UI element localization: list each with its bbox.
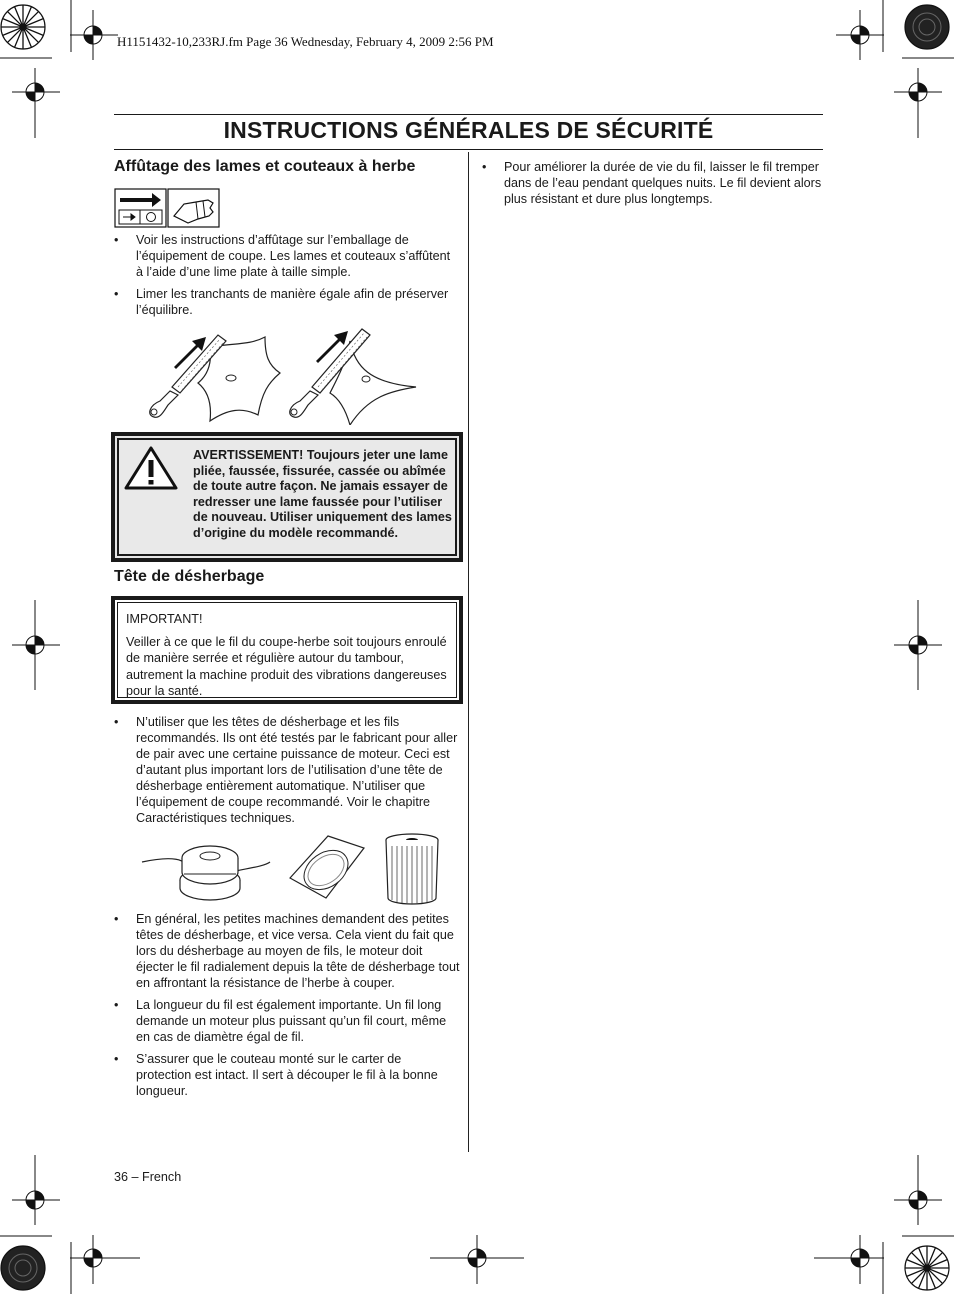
list-item: • Voir les instructions d’affûtage sur l’emballage de l’équipement de coupe. Les lames et couteaux s’affûtent à l’aide d’une lime plate à taille simple. xyxy=(114,232,460,280)
title-bottom-rule xyxy=(114,149,823,150)
right-column-bullets xyxy=(482,159,822,213)
important-box-inner xyxy=(117,602,457,698)
sharpening-bullets xyxy=(114,232,460,324)
trimmer-bullets-a xyxy=(114,714,460,832)
page-footer: 36 – French xyxy=(114,1170,182,1184)
important-box xyxy=(111,596,463,704)
section-heading-sharpening: Affûtage des lames et couteaux à herbe xyxy=(114,158,416,175)
trimmer-bullets-b xyxy=(114,911,460,1105)
protective-glove-icon xyxy=(168,189,219,227)
list-item: • N’utiliser que les têtes de désherbage et les fils recommandés. Ils ont été testés par le fabricant pour aller de pair avec une certaine puissance de moteur. Ceci est d’autant plus important lors de l’utilisation d’une tête de désherbage entièrement automatique. N’utiliser que l’équipement de coupe recommandé. Voir le chapitre Caractéristiques techniques. xyxy=(114,714,460,826)
important-title: IMPORTANT! xyxy=(126,612,203,626)
important-text: Veiller à ce que le fil du coupe-herbe soit toujours enroulé de manière serrée et régulière autour du tambour, autrement la machine produit des vibrations dangereuses pour la santé. xyxy=(126,635,447,698)
warning-text: AVERTISSEMENT! Toujours jeter une lame pliée, faussée, fissurée, cassée ou abîmée de toute autre façon. Ne jamais essayer de redresser une lame faussée pour l’utiliser de nouveau. Utiliser uniquement des lames d’origine du modèle recommandé. xyxy=(193,448,452,540)
warning-triangle-icon xyxy=(123,444,179,492)
list-item: • La longueur du fil est également importante. Un fil long demande un moteur plus puissant qu’un fil court, même en cas de diamètre égal de fil. xyxy=(114,997,460,1045)
column-divider xyxy=(468,152,469,1152)
warning-box xyxy=(111,432,463,562)
blade-sharpening-illustration xyxy=(140,325,420,425)
section-heading-trimmer-head: Tête de désherbage xyxy=(114,568,265,585)
list-item: • Limer les tranchants de manière égale afin de préserver l’équilibre. xyxy=(114,286,460,318)
list-item: • En général, les petites machines demandent des petites têtes de désherbage, et vice versa. Cela vient du fait que lors du désherbage au moyen de fils, le moteur doit éjecter le fil radialement depuis la tête de désherbage tout en affrontant la résistance de l’herbe à couper. xyxy=(114,911,460,991)
file-info-header: H1151432-10,233RJ.fm Page 36 Wednesday, February 4, 2009 2:56 PM xyxy=(117,34,494,49)
title-top-rule xyxy=(114,114,823,115)
list-item: • S’assurer que le couteau monté sur le carter de protection est intact. Il sert à découper le fil à la bonne longueur. xyxy=(114,1051,460,1099)
page-title: INSTRUCTIONS GÉNÉRALES DE SÉCURITÉ xyxy=(223,117,714,143)
warning-box-inner xyxy=(117,438,457,556)
list-item: • Pour améliorer la durée de vie du fil, laisser le fil tremper dans de l’eau pendant quelques nuits. Le fil devient alors plus résistant et dure plus longtemps. xyxy=(482,159,822,207)
trimmer-head-illustration xyxy=(140,832,445,907)
sharpening-pictograms xyxy=(114,188,220,229)
arrow-book-icon xyxy=(115,189,166,227)
